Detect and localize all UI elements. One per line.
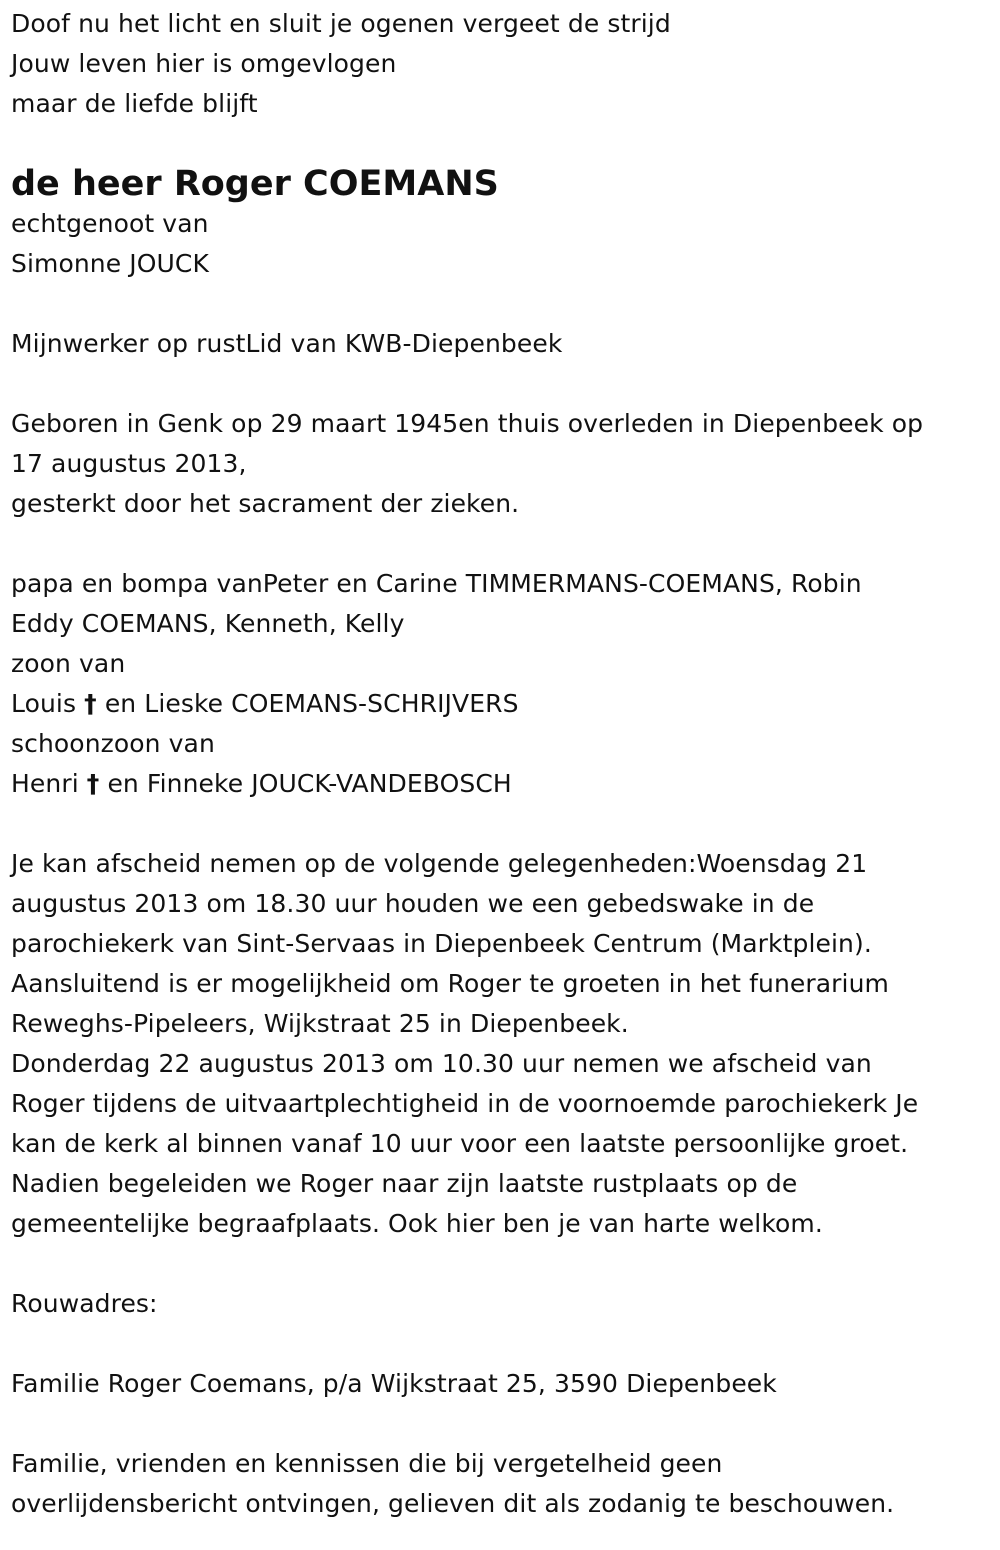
poem-line: maar de liefde blijft [11, 89, 258, 118]
parents-in-law-line [11, 764, 989, 804]
parents-line [11, 684, 989, 724]
text-line: Geboren in Genk op 29 maart 1945en thuis overleden in Diepenbeek op [11, 409, 924, 438]
text-line: Roger tijdens de uitvaartplechtigheid in de voornoemde parochiekerk Je [11, 1089, 919, 1118]
text-line: Reweghs-Pipeleers, Wijkstraat 25 in Diepenbeek. [11, 1009, 629, 1038]
farewell-section [11, 844, 989, 1244]
poem [11, 4, 989, 124]
text-line: Nadien begeleiden we Roger naar zijn laatste rustplaats op de [11, 1169, 798, 1198]
family-section [11, 564, 989, 804]
poem-line: Jouw leven hier is omgevlogen [11, 49, 397, 78]
text-line: kan de kerk al binnen vanaf 10 uur voor een laatste persoonlijke groet. [11, 1129, 909, 1158]
cross-icon: † [86, 769, 100, 798]
text-line: Aansluitend is er mogelijkheid om Roger te groeten in het funerarium [11, 969, 889, 998]
address: Familie Roger Coemans, p/a Wijkstraat 25, 3590 Diepenbeek [11, 1369, 777, 1398]
father-in-law-name: Henri [11, 769, 79, 798]
text-line: parochiekerk van Sint-Servaas in Diepenbeek Centrum (Marktplein). [11, 929, 872, 958]
text-line: Familie, vrienden en kennissen die bij vergetelheid geen [11, 1449, 723, 1478]
text-line: 17 augustus 2013, [11, 449, 247, 478]
mother-in-law-name: en Finneke JOUCK-VANDEBOSCH [107, 769, 512, 798]
poem-line: Doof nu het licht en sluit je ogenen vergeet de strijd [11, 9, 671, 38]
spouse-label: echtgenoot van [11, 209, 209, 238]
father-name: Louis [11, 689, 77, 718]
children-line: papa en bompa vanPeter en Carine TIMMERMANS-COEMANS, Robin [11, 569, 862, 598]
address-label: Rouwadres: [11, 1289, 158, 1318]
text-line: Donderdag 22 augustus 2013 om 10.30 uur nemen we afscheid van [11, 1049, 872, 1078]
son-in-law-label: schoonzoon van [11, 729, 215, 758]
cross-icon: † [84, 689, 97, 718]
spouse-name: Simonne JOUCK [11, 249, 209, 278]
son-of-label: zoon van [11, 649, 126, 678]
text-line: gesterkt door het sacrament der zieken. [11, 489, 520, 518]
mother-name: en Lieske COEMANS-SCHRIJVERS [104, 689, 519, 718]
text-line: Je kan afscheid nemen op de volgende gelegenheden:Woensdag 21 [11, 849, 868, 878]
occupation: Mijnwerker op rustLid van KWB-Diepenbeek [11, 329, 563, 358]
children-line: Eddy COEMANS, Kenneth, Kelly [11, 609, 405, 638]
deceased-name-title: de heer Roger COEMANS [11, 164, 499, 204]
birth-death-info [11, 404, 989, 524]
text-line: augustus 2013 om 18.30 uur houden we een gebedswake in de [11, 889, 815, 918]
closing-note [11, 1444, 989, 1524]
text-line: gemeentelijke begraafplaats. Ook hier ben je van harte welkom. [11, 1209, 823, 1238]
text-line: overlijdensbericht ontvingen, gelieven dit als zodanig te beschouwen. [11, 1489, 895, 1518]
